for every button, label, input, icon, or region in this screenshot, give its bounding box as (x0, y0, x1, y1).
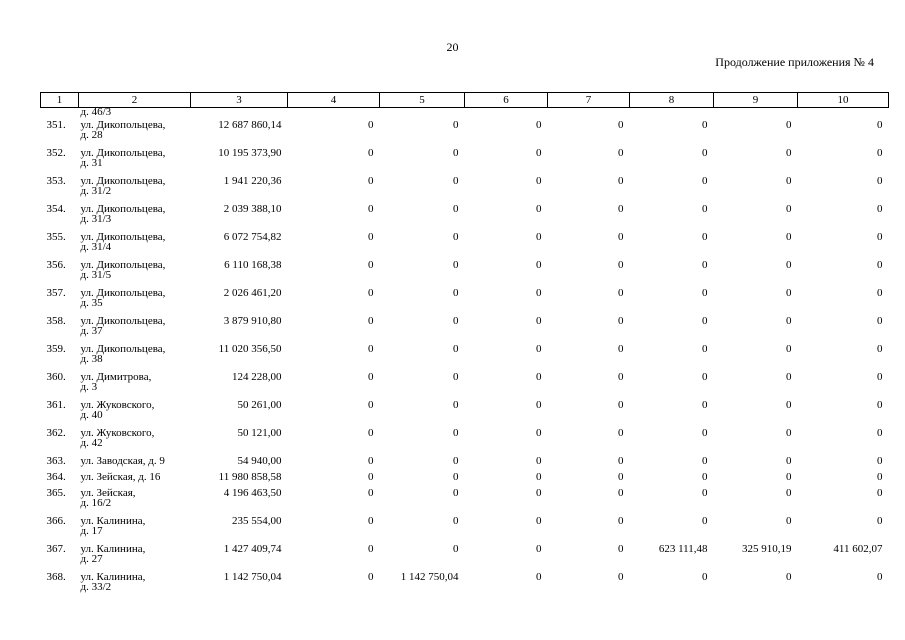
value-cell-c7: 0 (618, 399, 624, 411)
value-cell-c10: 0 (877, 119, 883, 131)
value-cell-c6: 0 (536, 427, 542, 439)
value-cell-c8: 0 (702, 371, 708, 383)
value-cell-c4: 0 (368, 515, 374, 527)
address-street: ул. Дикопольцева, (80, 315, 166, 327)
value-cell-c10: 0 (877, 315, 883, 327)
address-house: д. 16/2 (80, 497, 112, 509)
value-cell-c4: 0 (368, 399, 374, 411)
value-cell-c5: 0 (453, 399, 459, 411)
value-cell-c5: 0 (453, 543, 459, 555)
value-cell-c3: 12 687 860,14 (218, 119, 282, 131)
table-row (41, 148, 889, 176)
table-row (41, 204, 889, 232)
value-cell-c10: 0 (877, 571, 883, 583)
value-cell-c9: 0 (786, 343, 792, 355)
page-number: 20 (446, 40, 459, 54)
value-cell-c3: 3 879 910,80 (223, 315, 282, 327)
value-cell-c4: 0 (368, 287, 374, 299)
value-cell-c5: 1 142 750,04 (400, 571, 459, 583)
address-street: ул. Димитрова, (80, 371, 152, 383)
value-cell-c5: 0 (453, 371, 459, 383)
table-row (41, 544, 889, 572)
value-cell-c7: 0 (618, 119, 624, 131)
value-cell-c8: 0 (702, 399, 708, 411)
table-row (41, 288, 889, 316)
value-cell-c8: 0 (702, 571, 708, 583)
value-cell-c7: 0 (618, 175, 624, 187)
address-cell (79, 148, 191, 176)
value-cell-c8: 0 (702, 287, 708, 299)
value-cell-c6: 0 (536, 175, 542, 187)
value-cell-c3: 1 941 220,36 (223, 175, 282, 187)
value-cell-c8: 0 (702, 343, 708, 355)
column-header-3: 3 (191, 93, 288, 108)
value-cell-c6: 0 (536, 231, 542, 243)
value-cell-c7: 0 (618, 515, 624, 527)
value-cell-c5: 0 (453, 315, 459, 327)
value-cell-c9: 0 (786, 515, 792, 527)
address-street: ул. Дикопольцева, (80, 343, 166, 355)
row-number: 365. (46, 487, 66, 499)
value-cell-c5: 0 (453, 119, 459, 131)
value-cell-c9: 0 (786, 147, 792, 159)
column-header-4: 4 (288, 93, 380, 108)
address-street: ул. Калинина, (80, 543, 146, 555)
value-cell-c5: 0 (453, 231, 459, 243)
value-cell-c6: 0 (536, 315, 542, 327)
value-cell-c10: 0 (877, 343, 883, 355)
value-cell-c3: 10 195 373,90 (218, 147, 282, 159)
column-header-8: 8 (630, 93, 714, 108)
address-street: ул. Жуковского, (80, 399, 155, 411)
value-cell-c4: 0 (368, 315, 374, 327)
value-cell-c7: 0 (618, 315, 624, 327)
row-number: 357. (46, 287, 66, 299)
value-cell-c9: 0 (786, 487, 792, 499)
value-cell-c4: 0 (368, 231, 374, 243)
address-house: д. 31/5 (80, 269, 112, 281)
row-number: 351. (46, 119, 66, 131)
address-cell (79, 288, 191, 316)
value-cell-c3: 1 427 409,74 (223, 543, 282, 555)
value-cell-c8: 0 (702, 231, 708, 243)
table-row (41, 516, 889, 544)
value-cell-c5: 0 (453, 455, 459, 467)
address-cell (79, 544, 191, 572)
row-number: 352. (46, 147, 66, 159)
value-cell-c6: 0 (536, 371, 542, 383)
address-cell (79, 176, 191, 204)
value-cell-c8: 0 (702, 259, 708, 271)
value-cell-c9: 0 (786, 287, 792, 299)
address-street: ул. Жуковского, (80, 427, 155, 439)
address-cell (79, 428, 191, 456)
value-cell-c6: 0 (536, 147, 542, 159)
address-street: ул. Дикопольцева, (80, 119, 166, 131)
value-cell-c3: 11 980 858,58 (218, 471, 282, 483)
value-cell-c8: 0 (702, 147, 708, 159)
table-row (41, 472, 889, 488)
value-cell-c5: 0 (453, 175, 459, 187)
row-number: 354. (46, 203, 66, 215)
table-row (41, 488, 889, 516)
row-number: 362. (46, 427, 66, 439)
table-row (41, 456, 889, 472)
value-cell-c7: 0 (618, 343, 624, 355)
value-cell-c5: 0 (453, 515, 459, 527)
value-cell-c7: 0 (618, 543, 624, 555)
value-cell-c10: 411 602,07 (833, 543, 883, 555)
value-cell-c5: 0 (453, 487, 459, 499)
value-cell-c4: 0 (368, 543, 374, 555)
value-cell-c3: 1 142 750,04 (223, 571, 282, 583)
table-row (41, 120, 889, 148)
column-header-5: 5 (380, 93, 465, 108)
address-house: д. 28 (80, 129, 103, 141)
value-cell-c4: 0 (368, 147, 374, 159)
column-header-10: 10 (798, 93, 889, 108)
value-cell-c10: 0 (877, 427, 883, 439)
value-cell-c7: 0 (618, 147, 624, 159)
value-cell-c9: 0 (786, 175, 792, 187)
value-cell-c10: 0 (877, 487, 883, 499)
address-cell (79, 488, 191, 516)
address-cell (79, 400, 191, 428)
value-cell-c6: 0 (536, 571, 542, 583)
value-cell-c5: 0 (453, 471, 459, 483)
value-cell-c6: 0 (536, 343, 542, 355)
value-cell-c4: 0 (368, 427, 374, 439)
value-cell-c8: 0 (702, 203, 708, 215)
value-cell-c9: 0 (786, 427, 792, 439)
address-street: ул. Зейская, (80, 487, 136, 499)
value-cell-c10: 0 (877, 515, 883, 527)
row-number: 366. (46, 515, 66, 527)
value-cell-c8: 0 (702, 515, 708, 527)
address-cell (79, 472, 191, 488)
value-cell-c5: 0 (453, 343, 459, 355)
appendix-continuation-label: Продолжение приложения № 4 (715, 55, 874, 69)
address-cell (79, 456, 191, 472)
address-street: ул. Дикопольцева, (80, 147, 166, 159)
value-cell-c4: 0 (368, 571, 374, 583)
value-cell-c9: 0 (786, 231, 792, 243)
table-row (41, 372, 889, 400)
address-house: д. 40 (80, 409, 103, 421)
value-cell-c9: 0 (786, 371, 792, 383)
address-house: д. 37 (80, 325, 103, 337)
continued-row (41, 108, 889, 121)
row-number: 364. (46, 471, 66, 483)
value-cell-c10: 0 (877, 231, 883, 243)
value-cell-c8: 623 111,48 (658, 543, 708, 555)
value-cell-c3: 235 554,00 (232, 515, 282, 527)
value-cell-c10: 0 (877, 287, 883, 299)
value-cell-c4: 0 (368, 203, 374, 215)
address-street: ул. Дикопольцева, (80, 231, 166, 243)
address-house: д. 31/2 (80, 185, 112, 197)
value-cell-c7: 0 (618, 259, 624, 271)
value-cell-c8: 0 (702, 471, 708, 483)
value-cell-c10: 0 (877, 371, 883, 383)
address-cell (79, 232, 191, 260)
row-number: 358. (46, 315, 66, 327)
row-number: 367. (46, 543, 66, 555)
address-cell (79, 260, 191, 288)
continued-address: д. 46/3 (80, 106, 112, 118)
value-cell-c6: 0 (536, 471, 542, 483)
value-cell-c9: 0 (786, 571, 792, 583)
row-number: 355. (46, 231, 66, 243)
column-header-7: 7 (548, 93, 630, 108)
address-house: д. 42 (80, 437, 103, 449)
value-cell-c9: 0 (786, 471, 792, 483)
value-cell-c4: 0 (368, 259, 374, 271)
value-cell-c5: 0 (453, 259, 459, 271)
table-row (41, 428, 889, 456)
address-street: ул. Калинина, (80, 515, 146, 527)
value-cell-c7: 0 (618, 455, 624, 467)
column-header-6: 6 (465, 93, 548, 108)
table-row (41, 260, 889, 288)
value-cell-c9: 0 (786, 259, 792, 271)
value-cell-c3: 11 020 356,50 (218, 343, 282, 355)
value-cell-c5: 0 (453, 203, 459, 215)
value-cell-c7: 0 (618, 231, 624, 243)
value-cell-c10: 0 (877, 455, 883, 467)
address-cell (79, 516, 191, 544)
address-street: ул. Заводская, д. 9 (80, 455, 165, 467)
value-cell-c6: 0 (536, 203, 542, 215)
value-cell-c6: 0 (536, 287, 542, 299)
address-cell (79, 372, 191, 400)
address-house: д. 3 (80, 381, 98, 393)
value-cell-c9: 325 910,19 (742, 543, 792, 555)
value-cell-c9: 0 (786, 203, 792, 215)
row-number: 361. (46, 399, 66, 411)
address-house: д. 31 (80, 157, 103, 169)
value-cell-c4: 0 (368, 487, 374, 499)
value-cell-c6: 0 (536, 119, 542, 131)
value-cell-c5: 0 (453, 287, 459, 299)
value-cell-c7: 0 (618, 571, 624, 583)
address-house: д. 27 (80, 553, 103, 565)
value-cell-c7: 0 (618, 203, 624, 215)
table-row (41, 232, 889, 260)
table-row (41, 572, 889, 600)
value-cell-c4: 0 (368, 471, 374, 483)
row-number: 353. (46, 175, 66, 187)
value-cell-c4: 0 (368, 455, 374, 467)
address-house: д. 38 (80, 353, 103, 365)
value-cell-c3: 6 072 754,82 (223, 231, 282, 243)
value-cell-c4: 0 (368, 343, 374, 355)
value-cell-c3: 124 228,00 (232, 371, 282, 383)
table-row (41, 176, 889, 204)
table-body (41, 108, 889, 601)
value-cell-c3: 4 196 463,50 (223, 487, 282, 499)
address-cell (79, 344, 191, 372)
value-cell-c7: 0 (618, 371, 624, 383)
address-cell (79, 316, 191, 344)
row-number: 360. (46, 371, 66, 383)
address-house: д. 31/3 (80, 213, 112, 225)
address-street: ул. Дикопольцева, (80, 203, 166, 215)
address-cell (79, 120, 191, 148)
value-cell-c5: 0 (453, 427, 459, 439)
value-cell-c3: 50 261,00 (237, 399, 282, 411)
value-cell-c7: 0 (618, 427, 624, 439)
column-header-9: 9 (714, 93, 798, 108)
value-cell-c3: 2 039 388,10 (223, 203, 282, 215)
table-row (41, 400, 889, 428)
value-cell-c6: 0 (536, 259, 542, 271)
value-cell-c4: 0 (368, 175, 374, 187)
table-row (41, 344, 889, 372)
row-number: 363. (46, 455, 66, 467)
data-table (40, 92, 889, 600)
value-cell-c10: 0 (877, 471, 883, 483)
address-cell (79, 204, 191, 232)
address-street: ул. Дикопольцева, (80, 287, 166, 299)
value-cell-c9: 0 (786, 399, 792, 411)
value-cell-c7: 0 (618, 471, 624, 483)
address-cell (79, 572, 191, 600)
value-cell-c9: 0 (786, 455, 792, 467)
column-number-header (41, 93, 889, 108)
row-number: 368. (46, 571, 66, 583)
address-street: ул. Зейская, д. 16 (80, 471, 161, 483)
column-header-2: 2 (79, 93, 191, 108)
value-cell-c3: 6 110 168,38 (224, 259, 282, 271)
value-cell-c3: 54 940,00 (237, 455, 282, 467)
address-street: ул. Дикопольцева, (80, 259, 166, 271)
value-cell-c6: 0 (536, 455, 542, 467)
value-cell-c10: 0 (877, 203, 883, 215)
value-cell-c10: 0 (877, 147, 883, 159)
value-cell-c8: 0 (702, 455, 708, 467)
address-house: д. 31/4 (80, 241, 112, 253)
value-cell-c3: 2 026 461,20 (223, 287, 282, 299)
address-house: д. 17 (80, 525, 103, 537)
value-cell-c6: 0 (536, 543, 542, 555)
value-cell-c3: 50 121,00 (237, 427, 282, 439)
table-row (41, 316, 889, 344)
value-cell-c8: 0 (702, 175, 708, 187)
value-cell-c8: 0 (702, 427, 708, 439)
value-cell-c8: 0 (702, 487, 708, 499)
value-cell-c9: 0 (786, 119, 792, 131)
column-header-1: 1 (41, 93, 79, 108)
value-cell-c5: 0 (453, 147, 459, 159)
address-street: ул. Калинина, (80, 571, 146, 583)
value-cell-c10: 0 (877, 175, 883, 187)
value-cell-c4: 0 (368, 119, 374, 131)
value-cell-c6: 0 (536, 515, 542, 527)
address-house: д. 35 (80, 297, 103, 309)
row-number: 359. (46, 343, 66, 355)
row-number: 356. (46, 259, 66, 271)
value-cell-c10: 0 (877, 399, 883, 411)
value-cell-c6: 0 (536, 399, 542, 411)
value-cell-c4: 0 (368, 371, 374, 383)
address-house: д. 33/2 (80, 581, 112, 593)
value-cell-c6: 0 (536, 487, 542, 499)
value-cell-c7: 0 (618, 487, 624, 499)
value-cell-c8: 0 (702, 315, 708, 327)
value-cell-c8: 0 (702, 119, 708, 131)
value-cell-c10: 0 (877, 259, 883, 271)
value-cell-c7: 0 (618, 287, 624, 299)
value-cell-c9: 0 (786, 315, 792, 327)
address-street: ул. Дикопольцева, (80, 175, 166, 187)
